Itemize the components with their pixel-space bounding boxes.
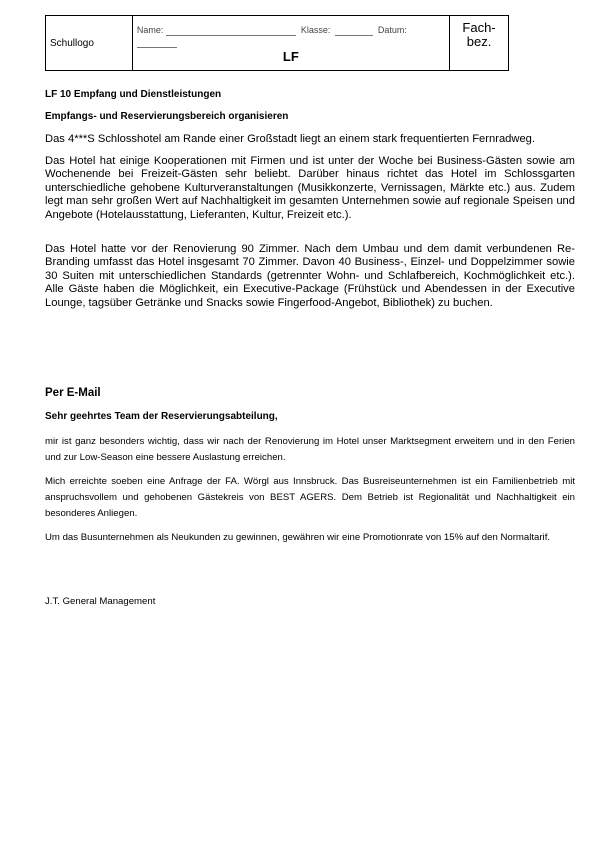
worksheet-header xyxy=(45,15,509,71)
paragraph-2: Das Hotel hat einige Kooperationen mit Firmen und ist unter der Woche bei Business-Gästen sowie am Wochenende bei Freizeit-Gästen sehr beliebt. Darüber hinaus richtet das Hotel im Schlossgarten unterschiedliche gehobene Kulturveranstaltungen (Musikkonzerte, Vernissagen, Märkte etc.) aus. Zudem legt man sehr großen Wert auf Nachhaltigkeit im gesamten Unternehmen sowie auf regionale Speisen und Angebote (Hotelausstattung, Lieferanten, Kultur, Freizeit etc.). xyxy=(45,155,575,221)
email-paragraph-3: Um das Busunternehmen als Neukunden zu gewinnen, gewähren wir eine Promotionrate von 15% auf den Normaltarif. xyxy=(45,532,551,543)
date-field[interactable] xyxy=(137,47,177,48)
email-paragraph-1: mir ist ganz besonders wichtig, dass wir nach der Renovierung im Hotel unser Marktsegment erweitern und in den Ferien und zur Low-Season eine bessere Auslastung erreichen. xyxy=(45,436,575,463)
email-signature: J.T. General Management xyxy=(45,596,156,607)
school-logo-cell xyxy=(46,16,133,71)
class-field[interactable] xyxy=(335,35,373,36)
student-info-cell xyxy=(132,16,449,71)
subject-cell xyxy=(450,16,509,71)
lf-title: LF 10 Empfang und Dienstleistungen xyxy=(45,89,222,100)
school-logo-label: Schullogo xyxy=(50,37,94,49)
paragraph-1: Das 4***S Schlosshotel am Rande einer Großstadt liegt an einem stark frequentierten Fernradweg. xyxy=(45,133,536,145)
subject-label-1: Fach- xyxy=(462,20,496,35)
email-title: Per E-Mail xyxy=(45,387,101,399)
email-salutation: Sehr geehrtes Team der Reservierungsabteilung, xyxy=(45,411,278,422)
paragraph-3: Das Hotel hatte vor der Renovierung 90 Zimmer. Nach dem Umbau und dem damit verbundenen Re-Branding umfasst das Hotel insgesamt 70 Zimmer. Davon 40 Business-, Einzel- und Doppelzimmer sowie 30 Suiten mit unterschiedlichen Standards (getrennter Wohn- und Schlafbereich, Kochmöglichkeit etc.). Alle Gäste haben die Möglichkeit, ein Executive-Package (Frühstück und Abendessen in der Executive Lounge, tagsüber Getränke und Snacks sowie Fingerfood-Angebot, Bibliothek) zu buchen. xyxy=(45,243,575,309)
class-label: Klasse: xyxy=(300,25,331,35)
lf-label: LF xyxy=(282,49,299,64)
subject-label-2: bez. xyxy=(466,34,492,49)
name-field[interactable] xyxy=(166,35,296,36)
section-title: Empfangs- und Reservierungsbereich organisieren xyxy=(45,111,289,122)
date-label: Datum: xyxy=(377,25,407,35)
name-label: Name: xyxy=(136,25,164,35)
email-paragraph-2: Mich erreichte soeben eine Anfrage der FA. Wörgl aus Innsbruck. Das Busreiseunternehmen ist ein Familienbetrieb mit anspruchsvollem und gehobenen Gästekreis von BEST AGERS. Dem Betrieb ist Regionalität und Nachhaltigkeit ein besonderes Anliegen. xyxy=(45,476,575,519)
